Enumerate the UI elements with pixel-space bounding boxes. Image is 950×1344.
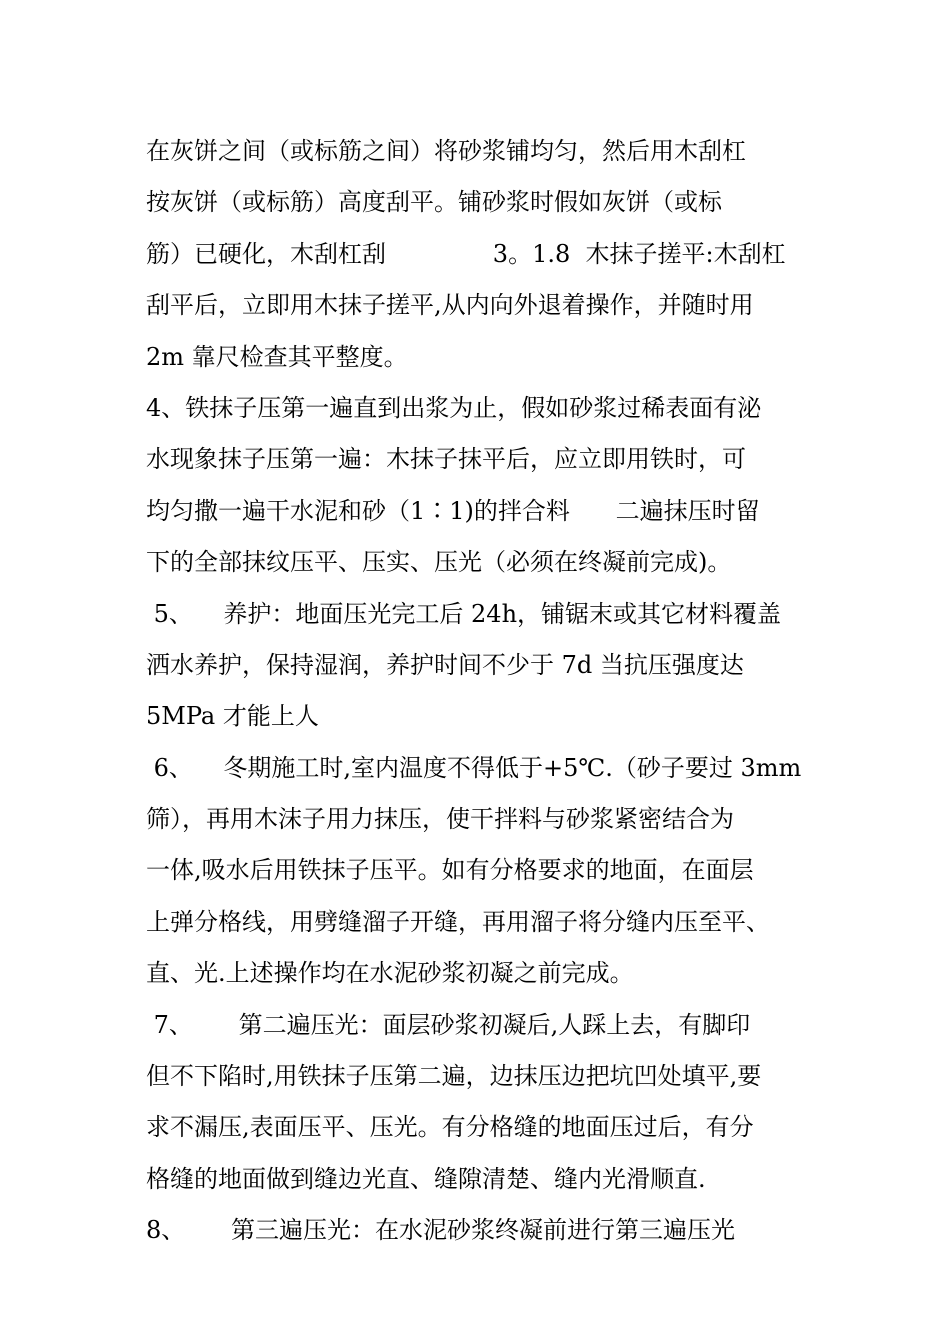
text-line: 求不漏压,表面压平、压光。有分格缝的地面压过后，有分 bbox=[146, 1113, 754, 1142]
text-line: 4、铁抹子压第一遍直到出浆为止，假如砂浆过稀表面有泌 bbox=[146, 393, 762, 422]
text-line: 7、 第二遍压光：面层砂浆初凝后,人踩上去，有脚印 bbox=[146, 1010, 751, 1039]
text-line: 上弹分格线，用劈缝溜子开缝，再用溜子将分缝内压至平、 bbox=[146, 907, 770, 936]
text-line: 8、 第三遍压光：在水泥砂浆终凝前进行第三遍压光 bbox=[146, 1216, 736, 1245]
text-line: 格缝的地面做到缝边光直、缝隙清楚、缝内光滑顺直. bbox=[146, 1164, 706, 1193]
text-line: 直、光.上述操作均在水泥砂浆初凝之前完成。 bbox=[146, 959, 634, 988]
text-line: 2m 靠尺检查其平整度。 bbox=[146, 342, 408, 371]
text-line: 5、 养护：地面压光完工后 24h，铺锯末或其它材料覆盖 bbox=[146, 599, 782, 628]
text-line: 在灰饼之间（或标筋之间）将砂浆铺均匀，然后用木刮杠 bbox=[146, 137, 746, 165]
text-line: 5MPa 才能上人 bbox=[146, 702, 319, 731]
text-line: 筛），再用木沫子用力抹压，使干拌料与砂浆紧密结合为 bbox=[146, 805, 734, 834]
text-line: 洒水养护，保持湿润，养护时间不少于 7d 当抗压强度达 bbox=[146, 650, 744, 679]
text-line: 按灰饼（或标筋）高度刮平。铺砂浆时假如灰饼（或标 bbox=[146, 188, 722, 217]
text-line: 一体,吸水后用铁抹子压平。如有分格要求的地面，在面层 bbox=[146, 856, 754, 885]
text-line: 筋）已硬化，木刮杠刮 3。1.8 木抹子搓平:木刮杠 bbox=[146, 239, 786, 268]
text-line: 均匀撒一遍干水泥和砂（1∶1)的拌合料 二遍抹压时留 bbox=[146, 496, 760, 525]
text-line: 6、 冬期施工时,室内温度不得低于+5℃.（砂子要过 3mm bbox=[146, 753, 802, 782]
body-text bbox=[146, 126, 816, 1257]
text-line: 刮平后，立即用木抹子搓平,从内向外退着操作，并随时用 bbox=[146, 291, 754, 320]
text-line: 下的全部抹纹压平、压实、压光（必须在终凝前完成)。 bbox=[146, 548, 732, 577]
text-line: 水现象抹子压第一遍：木抹子抹平后，应立即用铁时，可 bbox=[146, 445, 746, 474]
text-line: 但不下陷时,用铁抹子压第二遍，边抹压边把坑凹处填平,要 bbox=[146, 1062, 762, 1091]
